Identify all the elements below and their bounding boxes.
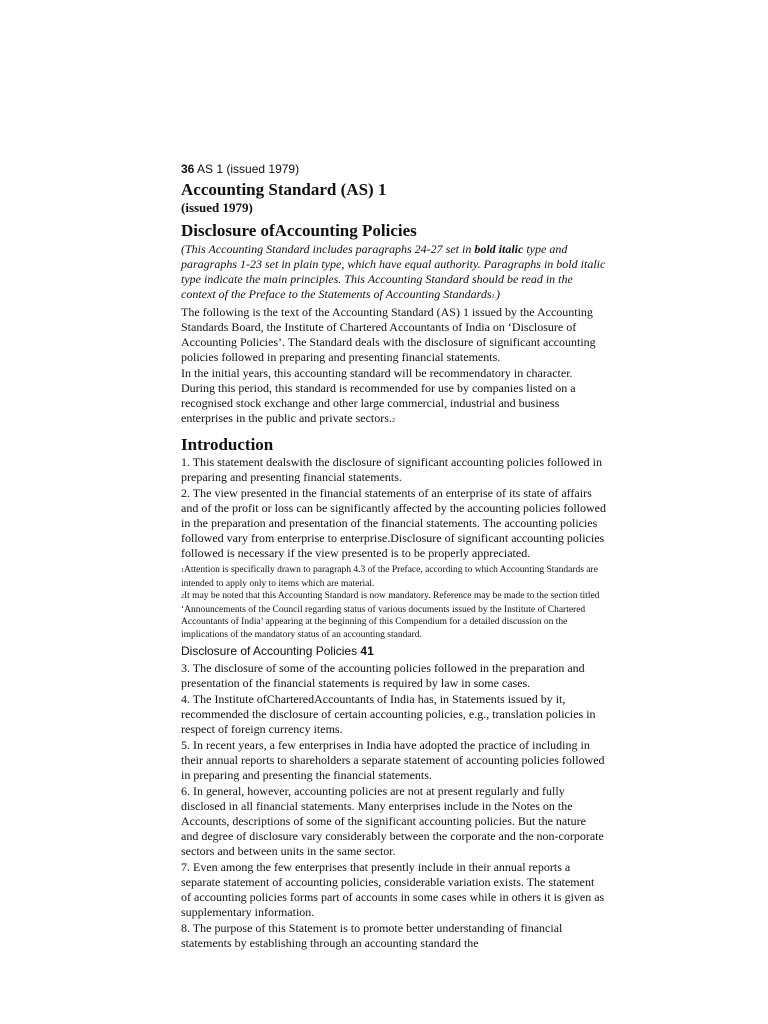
paragraph-2: 2. The view presented in the financial statements of an enterprise of its state of affairs and of the profit or loss can be significantly affected by the accounting policies followed in the preparation and presentation of the financial statements. The accounting policies followed vary from enterprise to enterprise.Disclosure of significant accounting policies followed is necessary if the view presented is to be properly appreciated. [181, 486, 606, 560]
header-text: AS 1 (issued 1979) [197, 162, 300, 176]
section-heading: Introduction [181, 435, 274, 454]
page-header [181, 162, 606, 177]
authority-note [181, 242, 606, 305]
paragraph-7: 7. Even among the few enterprises that presently include in their annual reports a separate statement of accounting policies, considerable variation exists. The statement of accounting policies forms part of accounts in some cases while in others it is given as supplementary information. [181, 859, 605, 919]
intro-paragraph-2 [181, 366, 606, 429]
footnote-2 [181, 590, 606, 641]
running-head [181, 644, 606, 659]
footnote-1-marker: 1 [181, 568, 184, 574]
document-content [181, 162, 606, 951]
intro-paragraph-1: The following is the text of the Accounting Standard (AS) 1 issued by the Accounting Standards Board, the Institute of Chartered Accountants of India on ‘Disclosure of Accounting Policies’. The Standard deals with the disclosure of significant accounting policies followed in preparing and presenting financial statements. [181, 305, 596, 364]
document-subtitle: Disclosure ofAccounting Policies [181, 221, 417, 240]
paragraph-8: 8. The purpose of this Statement is to promote better understanding of financial statements by establishing through an accounting standard the [181, 920, 563, 950]
footnote-1 [181, 564, 606, 590]
note-footnote-marker: 1. [491, 294, 496, 300]
paragraph-3: 3. The disclosure of some of the accounting policies followed in the preparation and presentation of the financial statements is required by law in some cases. [181, 660, 585, 690]
intro-paragraph-2-text: In the initial years, this accounting standard will be recommendatory in character. During this period, this standard is recommended for use by companies listed on a recognised stock exchange and other large commercial, industrial and business enterprises in the public and private sectors. [181, 366, 576, 425]
standard-title: Accounting Standard (AS) 1 [181, 180, 387, 199]
intro-footnote-marker: 2 [391, 418, 395, 424]
note-part3: ) [496, 287, 500, 301]
footnote-1-text: Attention is specifically drawn to paragraph 4.3 of the Preface, according to which Accounting Standards are intended to apply only to items which are material. [181, 565, 598, 589]
issued-date: (issued 1979) [181, 200, 253, 215]
running-head-text: Disclosure of Accounting Policies [181, 643, 361, 658]
header-page-number: 36 [181, 162, 195, 176]
footnote-2-marker: 2 [181, 594, 184, 601]
paragraph-6: 6. In general, however, accounting policies are not at present regularly and fully disclosed in all financial statements. Many enterprises include in the Notes on the Accounts, descriptions of some of the significant accounting policies. But the nature and degree of disclosure vary considerably between the corporate and the non-corporate sectors and between units in the same sector. [181, 783, 604, 858]
paragraph-5: 5. In recent years, a few enterprises in India have adopted the practice of including in their annual reports to shareholders a separate statement of accounting policies followed in preparing and presenting the financial statements. [181, 737, 605, 782]
footnote-2-text: It may be noted that this Accounting Standard is now mandatory. Reference may be made to the section titled ‘Announcements of the Council regarding status of various documents issued by the Institute of Chartered Accountants of India’ appearing at the beginning of this Compendium for a detailed discussion on the implications of the mandatory status of an accounting standard. [181, 591, 600, 640]
paragraph-1: 1. This statement dealswith the disclosure of significant accounting policies followed in preparing and presenting financial statements. [181, 455, 603, 484]
note-part1: (This Accounting Standard includes paragraphs 24-27 set in [181, 242, 475, 256]
paragraph-4: 4. The Institute ofCharteredAccountants of India has, in Statements issued by it, recommended the disclosure of certain accounting policies, e.g., translation policies in respect of foreign currency items. [181, 691, 596, 736]
note-part2: type and paragraphs 1-23 set in plain type, which have equal authority. Paragraphs in bold italic type indicate the main principles. This Accounting Standard should be read in the context of the Preface to the Statements of Accounting Standards [181, 242, 606, 301]
running-head-page-number: 41 [360, 643, 374, 658]
note-bold-italic: bold italic [474, 242, 524, 256]
